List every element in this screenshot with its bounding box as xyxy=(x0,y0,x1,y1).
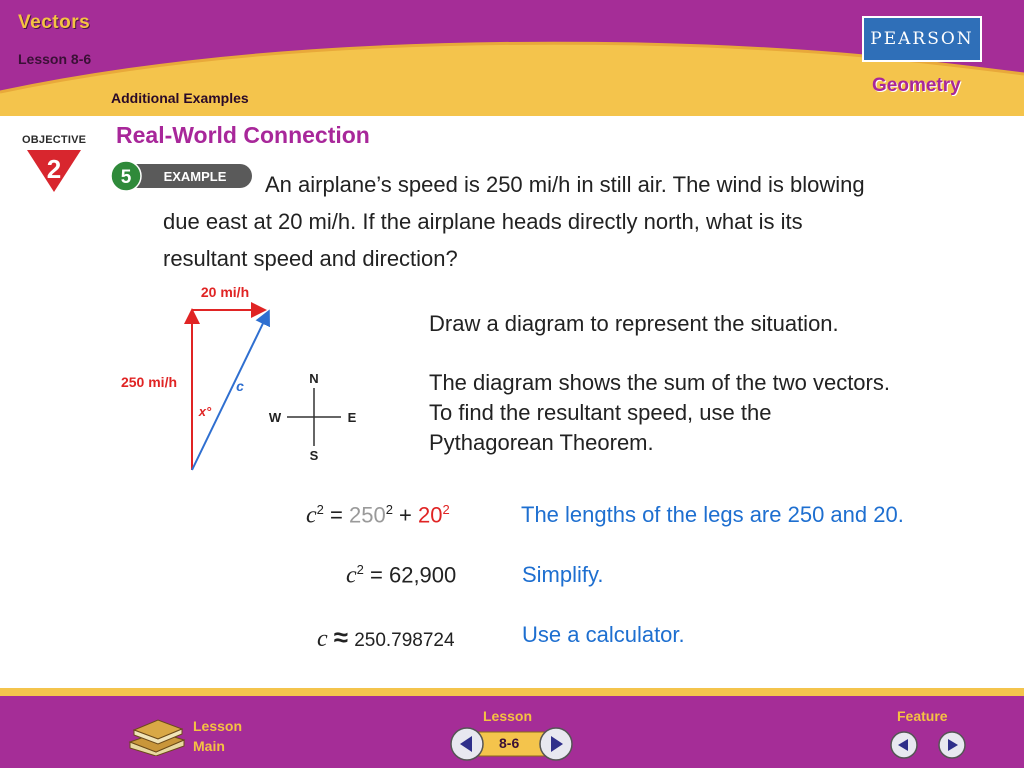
example-number: 5 xyxy=(120,167,132,188)
eq2-exponent: 2 xyxy=(356,562,364,577)
eq3-value: 250.798724 xyxy=(354,630,455,651)
eq1-variable: c xyxy=(306,502,317,529)
eq1-plus: + xyxy=(392,502,418,528)
lesson-prev-button[interactable] xyxy=(451,728,483,760)
vector-diagram xyxy=(105,280,375,480)
feature-prev-button[interactable] xyxy=(891,732,917,758)
equation-pythagorean xyxy=(306,502,450,529)
eq1-leg-b: 20 xyxy=(418,502,443,528)
explanation-line-1: The diagram shows the sum of the two vectors. xyxy=(429,370,890,395)
compass-east: E xyxy=(347,410,357,425)
lesson-topic-title: Vectors xyxy=(18,12,91,33)
course-title: Geometry xyxy=(872,75,961,96)
lesson-number: Lesson 8-6 xyxy=(18,51,92,67)
equation-3-note: Use a calculator. xyxy=(522,622,685,647)
example-label: EXAMPLE xyxy=(163,169,227,184)
equation-1-note: The lengths of the legs are 250 and 20. xyxy=(521,502,904,527)
section-subtitle: Additional Examples xyxy=(111,90,249,106)
equation-2-note: Simplify. xyxy=(522,562,604,587)
resultant-vector xyxy=(192,313,268,470)
problem-statement xyxy=(163,166,973,277)
problem-line-2: due east at 20 mi/h. If the airplane heads directly north, what is its xyxy=(163,209,803,234)
compass-west: W xyxy=(268,410,282,425)
feature-next-button[interactable] xyxy=(939,732,965,758)
lesson-nav-number: 8-6 xyxy=(499,735,520,751)
compass-rose-icon xyxy=(269,371,357,463)
eq1-leg-b-exponent: 2 xyxy=(442,502,450,517)
eq2-value: 62,900 xyxy=(388,562,457,588)
lesson-main-line-1: Lesson xyxy=(193,718,243,734)
eq1-equals: = xyxy=(323,502,349,528)
books-icon[interactable] xyxy=(126,712,186,756)
eq2-equals: = xyxy=(363,562,389,588)
pearson-logo: PEARSON xyxy=(862,16,982,62)
eq1-leg-a: 250 xyxy=(348,502,386,528)
compass-south: S xyxy=(309,448,319,463)
eq1-leg-a-exponent: 2 xyxy=(385,502,393,517)
lesson-main-link[interactable] xyxy=(193,716,242,756)
step-explanation xyxy=(429,368,989,458)
lesson-main-line-2: Main xyxy=(193,738,225,754)
compass-north: N xyxy=(309,371,319,386)
problem-line-3: resultant speed and direction? xyxy=(163,246,458,271)
objective-label: OBJECTIVE xyxy=(22,134,87,146)
feature-nav-label: Feature xyxy=(897,708,948,724)
objective-number: 2 xyxy=(46,154,62,184)
step-intro: Draw a diagram to represent the situation. xyxy=(429,311,839,336)
explanation-line-3: Pythagorean Theorem. xyxy=(429,430,654,455)
north-speed-label: 250 mi/h xyxy=(120,374,178,390)
problem-line-1: An airplane’s speed is 250 mi/h in still air. The wind is blowing xyxy=(265,172,865,197)
equation-result xyxy=(317,622,455,653)
eq1-exponent: 2 xyxy=(316,502,324,517)
footer-nav-bar xyxy=(0,688,1024,768)
section-title: Real-World Connection xyxy=(116,122,370,148)
east-speed-label: 20 mi/h xyxy=(200,284,250,300)
eq2-variable: c xyxy=(346,562,357,589)
lesson-nav-label: Lesson xyxy=(483,708,533,724)
header-banner xyxy=(0,0,1024,116)
lesson-next-button[interactable] xyxy=(540,728,572,760)
equation-simplified xyxy=(346,562,456,589)
eq3-variable: c xyxy=(317,626,328,652)
feature-nav-control xyxy=(888,730,972,760)
angle-label: x° xyxy=(198,404,212,419)
eq3-approx-symbol: ≈ xyxy=(333,622,349,652)
resultant-label: c xyxy=(236,378,244,394)
objective-badge-icon xyxy=(25,148,83,194)
explanation-line-2: To find the resultant speed, use the xyxy=(429,400,772,425)
